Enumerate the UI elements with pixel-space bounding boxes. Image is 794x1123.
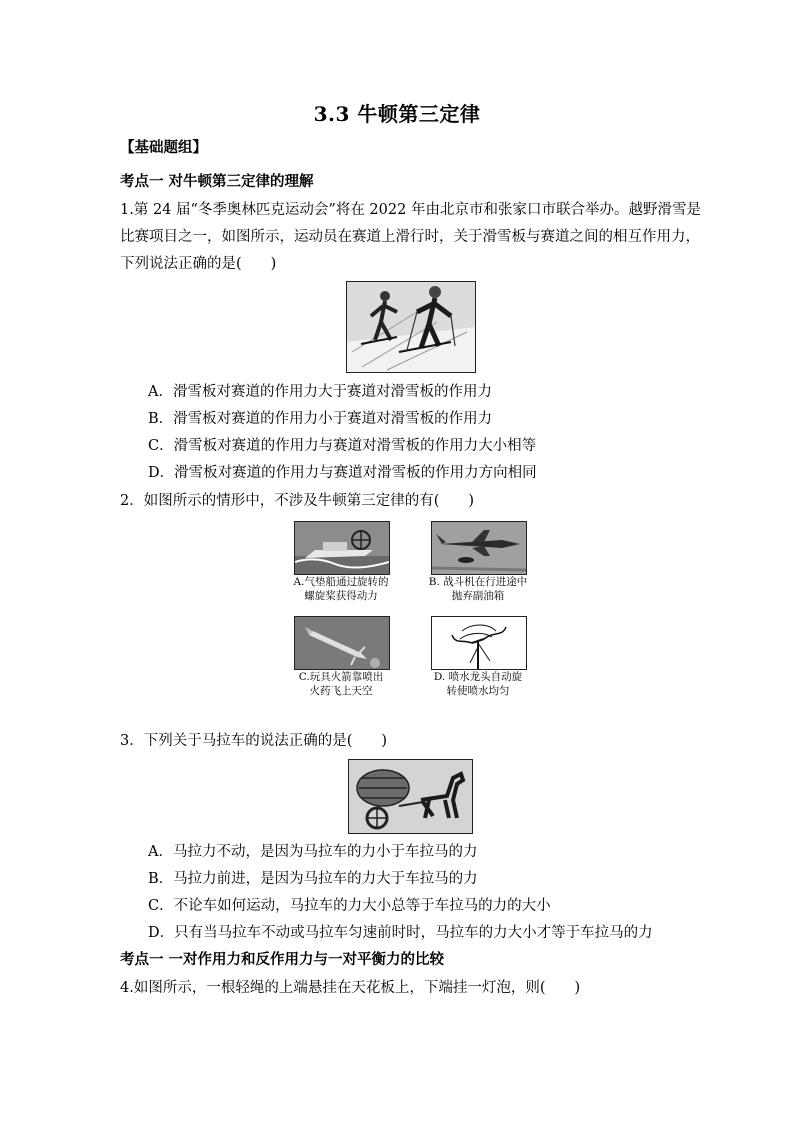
page-title: 3.3 牛顿第三定律 <box>313 102 481 126</box>
q3-stem: 3．下列关于马拉车的说法正确的是( ) <box>120 733 388 749</box>
q2-caption-a-line1: A.气垫船通过旋转的 <box>293 576 389 588</box>
q1-line-1: 1.第 24 届“冬季奥林匹克运动会”将在 2022 年由北京市和张家口市联合举办。越野滑雪是 <box>120 202 701 218</box>
q2-caption-d-line1: D. 喷水龙头自动旋 <box>433 671 523 683</box>
q3-option-b: B．马拉力前进，是因为马拉车的力大于车拉马的力 <box>148 871 478 887</box>
q2-caption-b-line2: 抛弃副油箱 <box>451 590 505 602</box>
q3-option-d: D．只有当马拉车不动或马拉车匀速前时时，马拉车的力大小才等于车拉马的力 <box>148 925 653 941</box>
q2-caption-a-line2: 螺旋桨获得动力 <box>304 590 378 602</box>
q2-caption-c-line1: C.玩具火箭靠喷出 <box>298 671 384 683</box>
fighter-jet-image <box>431 521 527 575</box>
q1-option-d: D．滑雪板对赛道的作用力与赛道对滑雪板的作用力方向相同 <box>148 465 537 481</box>
toy-rocket-image <box>294 616 390 670</box>
q3-option-c: C．不论车如何运动，马拉车的力大小总等于车拉马的力的大小 <box>148 898 551 914</box>
q1-option-b: B．滑雪板对赛道的作用力小于赛道对滑雪板的作用力 <box>148 411 493 427</box>
skiing-image <box>346 281 476 373</box>
q3-option-a: A．马拉力不动，是因为马拉车的力小于车拉马的力 <box>148 844 478 860</box>
q1-option-a: A．滑雪板对赛道的作用力大于赛道对滑雪板的作用力 <box>148 384 492 400</box>
group-label: 【基础题组】 <box>120 139 207 156</box>
q2-caption-b-line1: B. 战斗机在行进途中 <box>428 576 528 588</box>
q4-stem: 4.如图所示，一根轻绳的上端悬挂在天花板上，下端挂一灯泡，则( ) <box>120 980 581 996</box>
q1-line-2: 比赛项目之一，如图所示，运动员在赛道上滑行时，关于滑雪板与赛道之间的相互作用力， <box>120 229 700 245</box>
horse-cart-image <box>348 759 473 834</box>
section-1-title: 考点一 对牛顿第三定律的理解 <box>120 173 314 190</box>
sprinkler-image <box>431 616 527 670</box>
q2-caption-c-line2: 火药飞上天空 <box>309 685 373 697</box>
q1-line-3: 下列说法正确的是( ) <box>120 256 277 272</box>
q1-option-c: C．滑雪板对赛道的作用力与赛道对滑雪板的作用力大小相等 <box>148 438 537 454</box>
section-2-title: 考点一 一对作用力和反作用力与一对平衡力的比较 <box>120 951 445 968</box>
hovercraft-image <box>294 521 390 575</box>
q2-stem: 2．如图所示的情形中，不涉及牛顿第三定律的有( ) <box>120 493 475 509</box>
q2-caption-d-line2: 转使喷水均匀 <box>446 685 510 697</box>
